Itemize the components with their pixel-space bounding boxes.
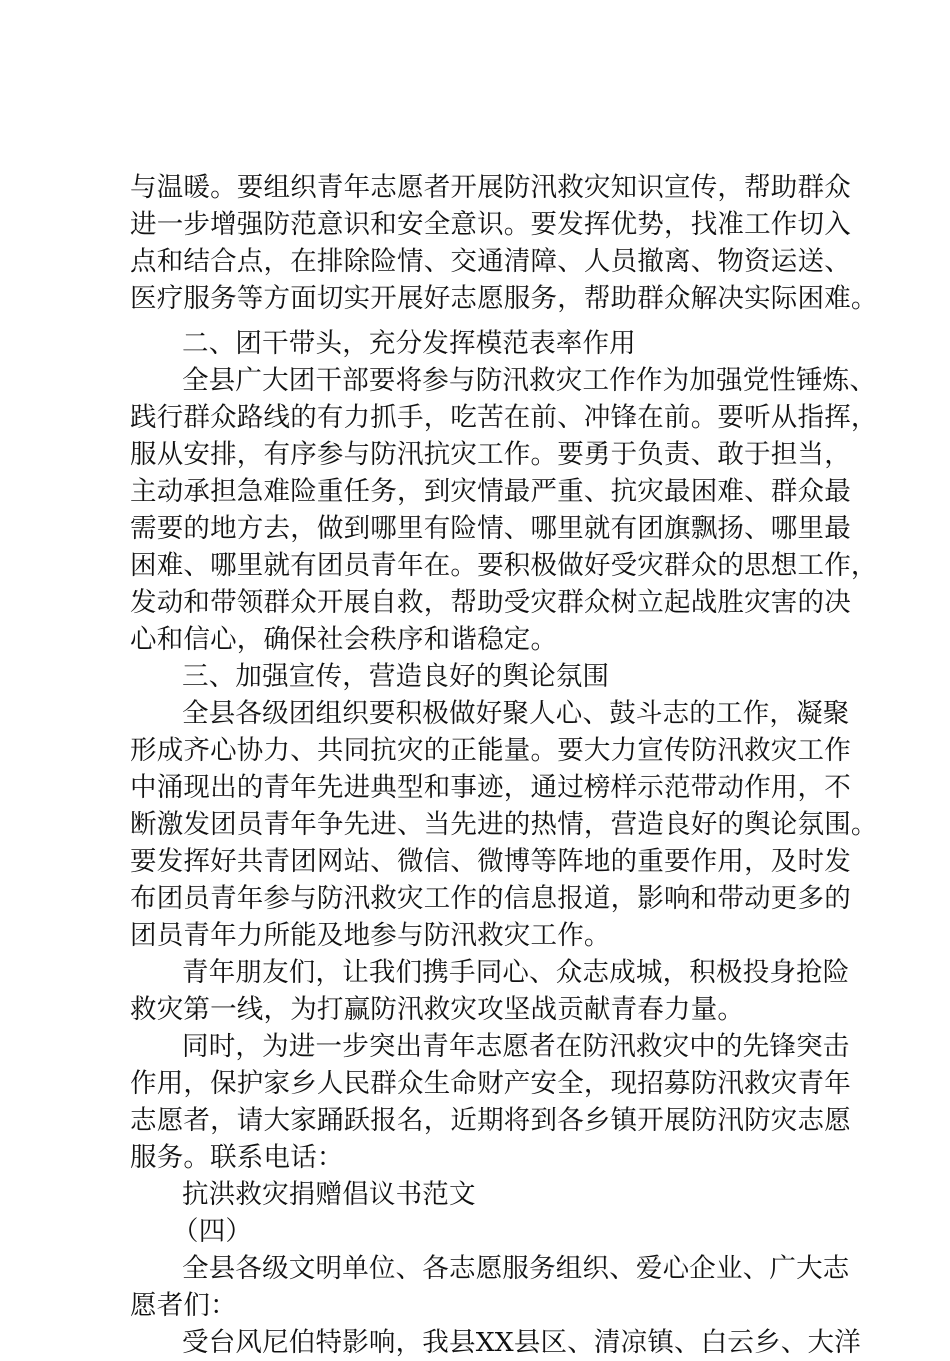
paragraph-line: 进一步增强防范意识和安全意识。要发挥优势，找准工作切入 — [130, 209, 851, 240]
paragraph-line: 全县各级团组织要积极做好聚人心、鼓斗志的工作，凝聚 — [182, 698, 850, 729]
paragraph-line: 服从安排，有序参与防汛抗灾工作。要勇于负责、敢于担当， — [130, 439, 851, 470]
paragraph-line: 心和信心，确保社会秩序和谐稳定。 — [130, 624, 558, 655]
section-heading: 二、团干带头，充分发挥模范表率作用 — [182, 328, 636, 359]
document-title: 抗洪救灾捐赠倡议书范文 — [182, 1179, 476, 1210]
paragraph-line: 需要的地方去，做到哪里有险情、哪里就有团旗飘扬、哪里最 — [130, 513, 851, 544]
paragraph-line: 志愿者，请大家踊跃报名，近期将到各乡镇开展防汛防灾志愿 — [130, 1105, 851, 1136]
paragraph-line: 全县广大团干部要将参与防汛救灾工作作为加强党性锤炼、 — [182, 365, 877, 396]
section-heading: 三、加强宣传，营造良好的舆论氛围 — [182, 661, 610, 692]
paragraph-line: 断激发团员青年争先进、当先进的热情，营造良好的舆论氛围。 — [130, 809, 878, 840]
paragraph-line: 点和结合点，在排除险情、交通清障、人员撤离、物资运送、 — [130, 246, 851, 277]
paragraph-line: 服务。联系电话： — [130, 1142, 344, 1173]
paragraph-line: 医疗服务等方面切实开展好志愿服务，帮助群众解决实际困难。 — [130, 283, 878, 314]
paragraph-line: 主动承担急难险重任务，到灾情最严重、抗灾最困难、群众最 — [130, 476, 851, 507]
salutation-line: 全县各级文明单位、各志愿服务组织、爱心企业、广大志 — [182, 1253, 850, 1284]
paragraph-line: 与温暖。要组织青年志愿者开展防汛救灾知识宣传，帮助群众 — [130, 172, 851, 203]
paragraph-line: 团员青年力所能及地参与防汛救灾工作。 — [130, 920, 611, 951]
paragraph-line: 青年朋友们，让我们携手同心、众志成城，积极投身抢险 — [182, 957, 850, 988]
paragraph-line: 中涌现出的青年先进典型和事迹，通过榜样示范带动作用，不 — [130, 772, 851, 803]
salutation-line: 愿者们： — [130, 1290, 237, 1321]
paragraph-line: 发动和带领群众开展自救，帮助受灾群众树立起战胜灾害的决 — [130, 587, 851, 618]
paragraph-line: 同时，为进一步突出青年志愿者在防汛救灾中的先锋突击 — [182, 1031, 850, 1062]
paragraph-line: 布团员青年参与防汛救灾工作的信息报道，影响和带动更多的 — [130, 883, 851, 914]
paragraph-line: 要发挥好共青团网站、微信、微博等阵地的重要作用，及时发 — [130, 846, 851, 877]
paragraph-line: 受台风尼伯特影响，我县XX县区、清凉镇、白云乡、大洋 — [182, 1327, 861, 1358]
paragraph-line: 救灾第一线，为打赢防汛救灾攻坚战贡献青春力量。 — [130, 994, 745, 1025]
paragraph-line: 形成齐心协力、共同抗灾的正能量。要大力宣传防汛救灾工作 — [130, 735, 851, 766]
paragraph-line: 作用，保护家乡人民群众生命财产安全，现招募防汛救灾青年 — [130, 1068, 851, 1099]
section-number: （四） — [172, 1216, 253, 1247]
paragraph-line: 践行群众路线的有力抓手，吃苦在前、冲锋在前。要听从指挥， — [130, 402, 878, 433]
paragraph-line: 困难、哪里就有团员青年在。要积极做好受灾群众的思想工作， — [130, 550, 878, 581]
